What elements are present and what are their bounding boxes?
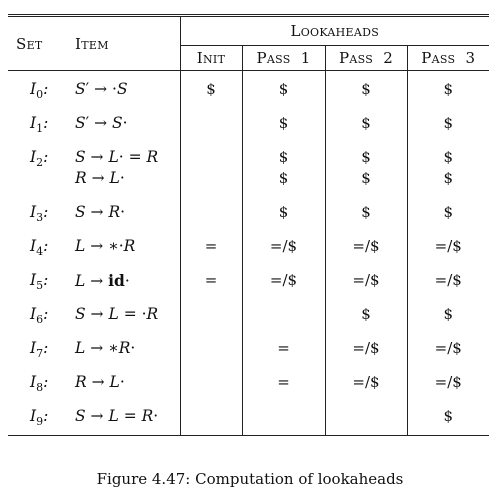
lr-item: S → L = R·: [75, 407, 159, 425]
lookahead-value: [326, 406, 407, 427]
lookahead-pass3: [407, 231, 489, 265]
item-cell: [65, 231, 180, 265]
lookahead-init: [180, 71, 242, 109]
set-label: $I_1$:: [30, 114, 49, 136]
lr-item: L → id·: [75, 271, 130, 290]
lookahead-pass2: [325, 71, 407, 109]
lookahead-value: [181, 113, 242, 134]
lr-item: L → ∗R·: [75, 339, 136, 357]
lookahead-pass2: [325, 265, 407, 299]
lookahead-value: $: [278, 148, 289, 166]
lookahead-pass1: [242, 333, 325, 367]
lookahead-value: [243, 304, 325, 325]
lookahead-pass1: [242, 108, 325, 142]
set-label: $I_7$:: [30, 339, 49, 361]
lookahead-value: =/$: [269, 237, 298, 255]
set-name: [8, 367, 65, 401]
lookahead-value: =/$: [434, 237, 462, 255]
lookahead-pass3: [407, 265, 489, 299]
lookahead-table-container: [8, 14, 489, 436]
lookahead-value: =/$: [434, 271, 462, 289]
header-pass-3: Pass 3: [407, 46, 489, 71]
lookahead-pass3: [407, 367, 489, 401]
table-row: [8, 108, 489, 142]
lr-item: R → L·: [75, 373, 125, 391]
lookahead-value: [181, 338, 242, 359]
lookahead-value: [181, 168, 242, 189]
lookahead-pass3: [407, 142, 489, 197]
header-pass-1: Pass 1: [242, 46, 325, 71]
lookahead-value: $: [443, 305, 454, 323]
lookahead-pass3: [407, 401, 489, 436]
lookahead-pass3: [407, 108, 489, 142]
lookahead-init: [180, 299, 242, 333]
lookahead-value: [181, 372, 242, 393]
lookahead-value: =: [277, 339, 290, 357]
lookahead-value: [243, 406, 325, 427]
lookahead-pass1: [242, 401, 325, 436]
lookahead-init: [180, 231, 242, 265]
lookahead-value: $: [278, 114, 289, 132]
item-cell: [65, 142, 180, 197]
table-row: [8, 142, 489, 197]
lookahead-pass1: [242, 265, 325, 299]
lr-item: R → L·: [75, 169, 125, 187]
lr-item: S → R·: [75, 203, 126, 221]
lookahead-pass3: [407, 197, 489, 231]
item-cell: [65, 197, 180, 231]
lookahead-value: $: [443, 148, 454, 166]
header-set: Set: [8, 16, 65, 71]
lookahead-value: $: [278, 203, 289, 221]
lookahead-value: =/$: [352, 237, 380, 255]
lookahead-pass2: [325, 333, 407, 367]
lookahead-init: [180, 401, 242, 436]
lr-item: S → L = ·R: [75, 305, 159, 323]
figure-caption: Figure 4.47: Computation of lookaheads: [96, 470, 404, 488]
table-row: [8, 401, 489, 436]
set-name: [8, 231, 65, 265]
lookahead-value: [181, 202, 242, 223]
lookahead-table: [8, 14, 489, 436]
set-label: $I_4$:: [30, 237, 49, 259]
lookahead-value: $: [443, 407, 454, 425]
set-name: [8, 71, 65, 109]
set-name: [8, 265, 65, 299]
item-cell: [65, 71, 180, 109]
set-label: $I_2$:: [30, 148, 49, 170]
table-row: [8, 333, 489, 367]
lookahead-value: $: [443, 114, 454, 132]
lookahead-value: $: [361, 203, 371, 221]
header-item: Item: [65, 16, 180, 71]
lookahead-value: $: [361, 148, 371, 166]
lookahead-init: [180, 265, 242, 299]
set-name: [8, 299, 65, 333]
table-row: [8, 367, 489, 401]
lookahead-pass1: [242, 299, 325, 333]
lookahead-value: =/$: [434, 373, 462, 391]
lookahead-pass2: [325, 231, 407, 265]
lookahead-value: =/$: [352, 339, 380, 357]
set-name: [8, 108, 65, 142]
lookahead-init: [180, 197, 242, 231]
table-body: [8, 71, 489, 436]
lookahead-value: =/$: [269, 271, 298, 289]
set-label: $I_9$:: [30, 407, 49, 429]
lookahead-pass3: [407, 333, 489, 367]
lookahead-value: =/$: [352, 271, 380, 289]
lookahead-pass1: [242, 231, 325, 265]
header-pass-2: Pass 2: [325, 46, 407, 71]
table-row: [8, 299, 489, 333]
header-lookaheads: Lookaheads: [180, 16, 489, 46]
item-cell: [65, 367, 180, 401]
item-cell: [65, 265, 180, 299]
lookahead-value: [181, 304, 242, 325]
item-cell: [65, 299, 180, 333]
table-row: [8, 71, 489, 109]
lookahead-value: =/$: [434, 339, 462, 357]
lookahead-pass3: [407, 299, 489, 333]
lookahead-pass1: [242, 367, 325, 401]
lookahead-pass1: [242, 197, 325, 231]
table-row: [8, 265, 489, 299]
item-cell: [65, 333, 180, 367]
header-init: Init: [180, 46, 242, 71]
set-label: $I_6$:: [30, 305, 49, 327]
lookahead-pass2: [325, 108, 407, 142]
lookahead-pass1: [242, 71, 325, 109]
lookahead-value: $: [361, 80, 371, 98]
set-name: [8, 333, 65, 367]
lookahead-pass3: [407, 71, 489, 109]
lr-item: S′ → ·S: [75, 80, 128, 98]
lr-item: S → L· = R: [75, 148, 159, 166]
lookahead-init: [180, 333, 242, 367]
lookahead-pass2: [325, 401, 407, 436]
item-cell: [65, 401, 180, 436]
set-label: $I_3$:: [30, 203, 49, 225]
lookahead-value: [181, 406, 242, 427]
set-label: $I_8$:: [30, 373, 49, 395]
lookahead-value: =: [277, 373, 290, 391]
set-name: [8, 401, 65, 436]
lookahead-value: =: [204, 237, 218, 255]
lookahead-pass1: [242, 142, 325, 197]
set-name: [8, 197, 65, 231]
lookahead-pass2: [325, 299, 407, 333]
lookahead-value: $: [443, 203, 454, 221]
lookahead-value: [181, 147, 242, 168]
lookahead-value: =: [204, 271, 218, 289]
set-name: [8, 142, 65, 197]
item-cell: [65, 108, 180, 142]
lookahead-value: $: [361, 305, 371, 323]
lookahead-init: [180, 108, 242, 142]
lookahead-value: $: [278, 80, 289, 98]
lookahead-value: $: [361, 169, 371, 187]
lr-item: L → ∗·R: [75, 237, 136, 255]
lookahead-value: $: [278, 169, 289, 187]
set-label: $I_5$:: [30, 271, 49, 293]
lr-item: S′ → S·: [75, 114, 128, 132]
table-row: [8, 197, 489, 231]
lookahead-pass2: [325, 197, 407, 231]
set-label: $I_0$:: [30, 80, 49, 102]
lookahead-value: $: [206, 80, 216, 98]
lookahead-pass2: [325, 367, 407, 401]
lookahead-init: [180, 367, 242, 401]
lookahead-value: =/$: [352, 373, 380, 391]
lookahead-value: $: [443, 169, 454, 187]
lookahead-value: $: [443, 80, 454, 98]
lookahead-value: $: [361, 114, 371, 132]
table-row: [8, 231, 489, 265]
lookahead-pass2: [325, 142, 407, 197]
lookahead-init: [180, 142, 242, 197]
